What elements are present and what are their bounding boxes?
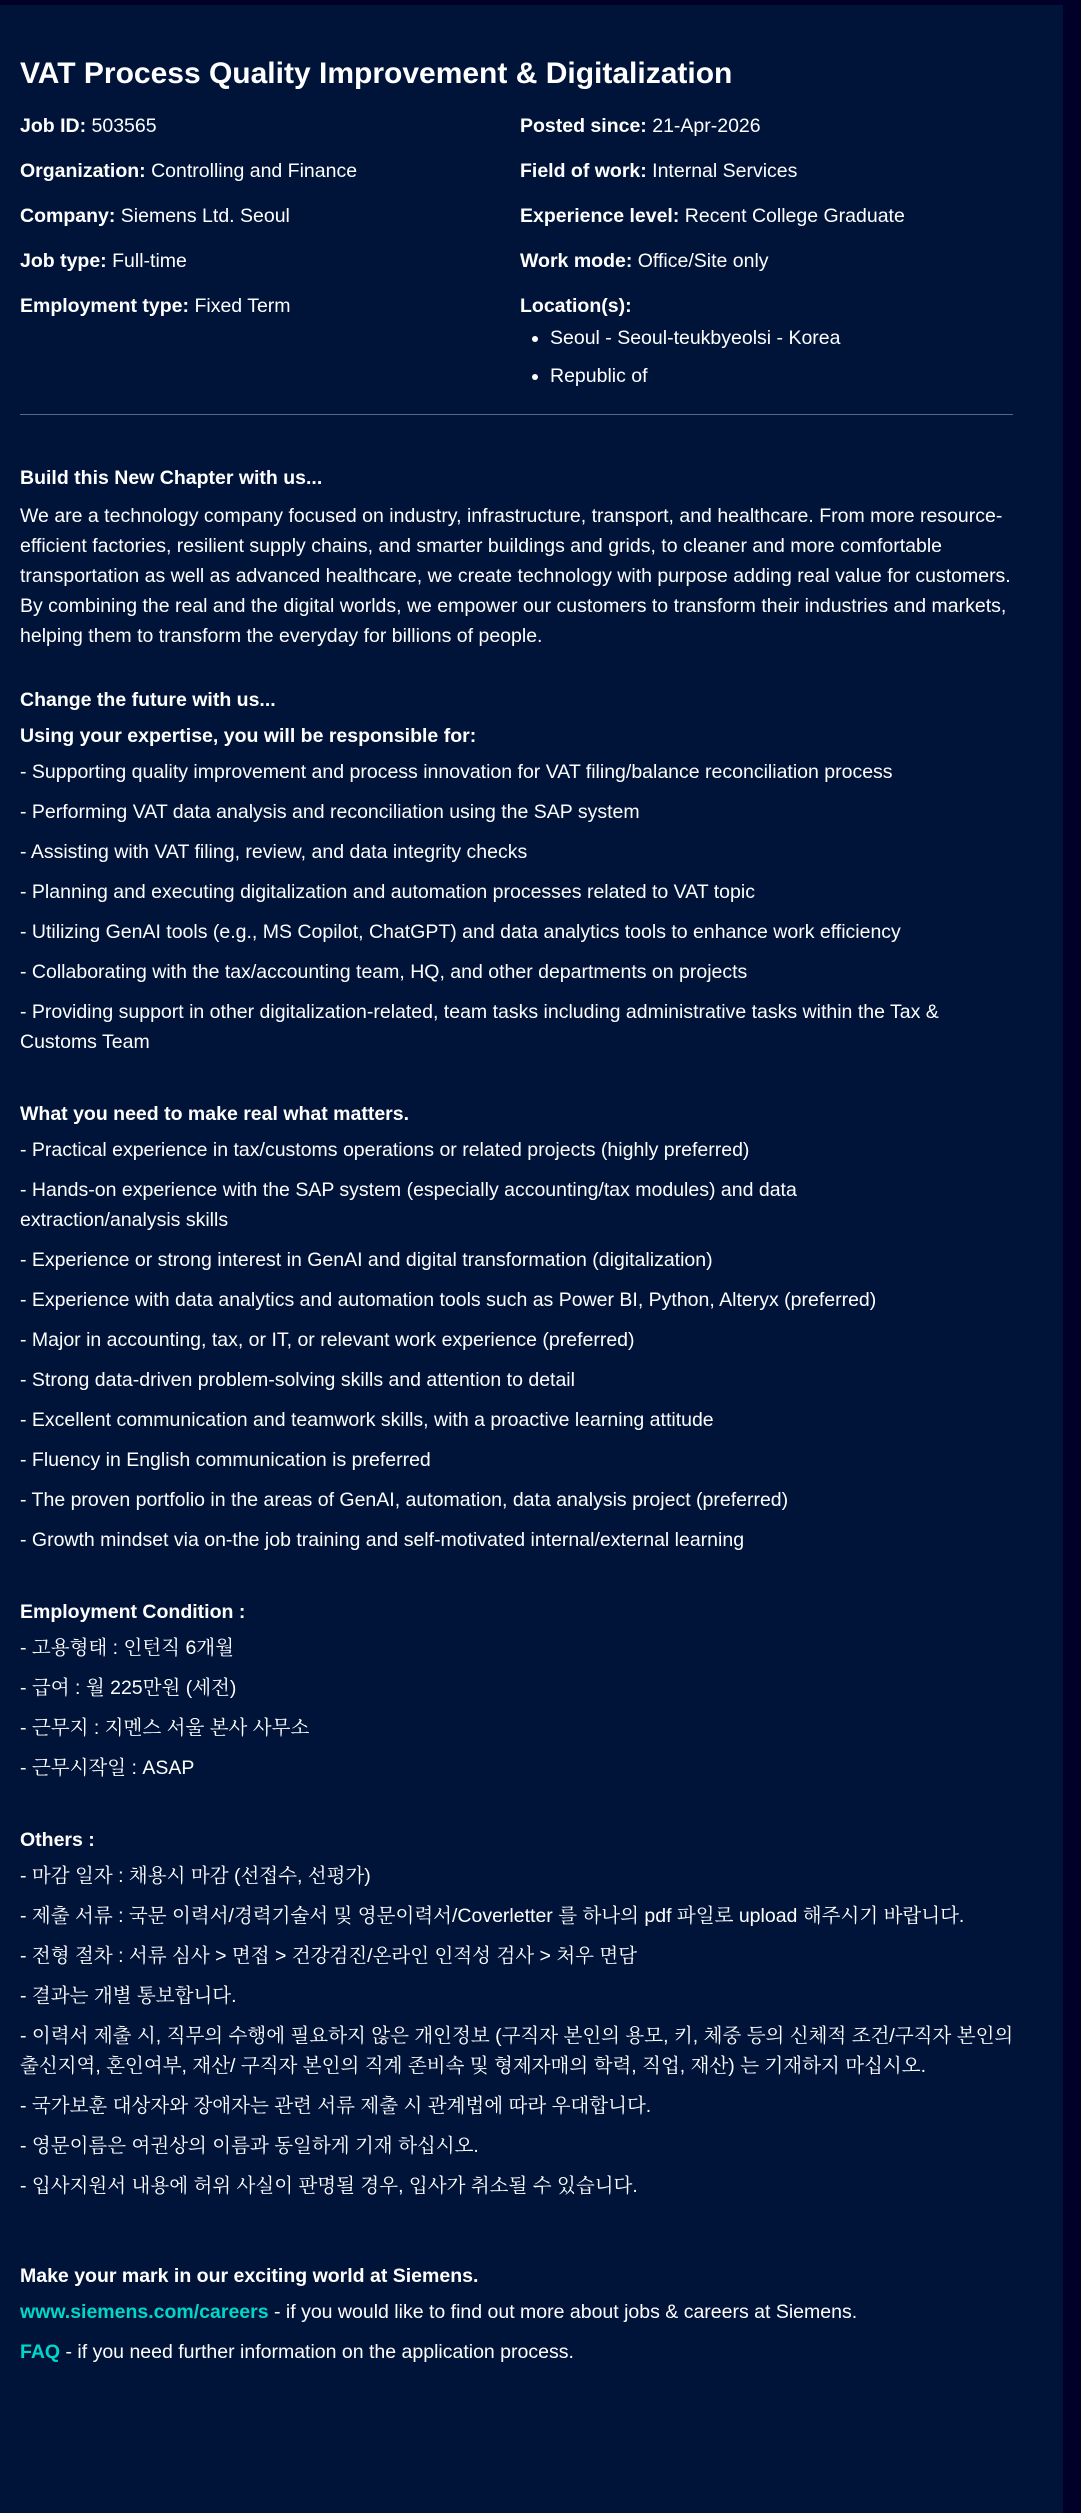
list-item: - Hands-on experience with the SAP system (especially accounting/tax modules) and data extraction/analysis skills [20, 1179, 797, 1231]
careers-line [20, 2297, 1020, 2327]
list-item: - 입사지원서 내용에 허위 사실이 판명될 경우, 입사가 취소될 수 있습니다. [20, 2175, 638, 2197]
organization-field: Organization: Controlling and Finance [20, 160, 358, 182]
list-item: - Utilizing GenAI tools (e.g., MS Copilot, ChatGPT) and data analytics tools to enhance work efficiency [20, 921, 901, 943]
job-meta [20, 114, 1020, 414]
list-item: - 근무지 : 지멘스 서울 본사 사무소 [20, 1717, 310, 1739]
list-item: - Collaborating with the tax/accounting team, HQ, and other departments on projects [20, 961, 748, 983]
company-field: Company: Siemens Ltd. Seoul [20, 205, 290, 227]
requirements-title: What you need to make real what matters. [20, 1103, 410, 1125]
careers-text: - if you would like to find out more about jobs & careers at Siemens. [268, 2301, 858, 2323]
job-type-field: Job type: Full-time [20, 250, 187, 272]
employment-type-field: Employment type: Fixed Term [20, 295, 291, 317]
employment-type-value: Fixed Term [194, 295, 291, 317]
footer-title: Make your mark in our exciting world at Siemens. [20, 2265, 479, 2287]
employment-condition-list [20, 1633, 1043, 1783]
list-item: - 마감 일자 : 채용시 마감 (선접수, 선평가) [20, 1865, 371, 1887]
location-item: • Seoul - Seoul-teukbyeolsi - Korea [550, 326, 1020, 350]
locations-label: Location(s): [520, 295, 632, 317]
experience-level-value: Recent College Graduate [684, 205, 905, 227]
intro-title: Build this New Chapter with us... [20, 467, 323, 489]
list-item: - Experience or strong interest in GenAI and digital transformation (digitalization) [20, 1249, 713, 1271]
list-item: - 근무시작일 : ASAP [20, 1757, 195, 1779]
top-border [0, 0, 1063, 5]
job-meta-left [20, 114, 520, 414]
locations-field [520, 294, 1020, 388]
work-mode-field: Work mode: Office/Site only [520, 250, 769, 272]
list-item: - Practical experience in tax/customs operations or related projects (highly preferred) [20, 1139, 750, 1161]
list-item: - Providing support in other digitalization-related, team tasks including administrative tasks within the Tax & Customs Team [20, 1001, 939, 1053]
job-meta-right [520, 114, 1020, 414]
field-of-work-value: Internal Services [652, 160, 798, 182]
company-value: Siemens Ltd. Seoul [120, 205, 290, 227]
responsibilities-subtitle: Using your expertise, you will be responsible for: [20, 725, 477, 747]
list-item: - Strong data-driven problem-solving skills and attention to detail [20, 1369, 575, 1391]
locations-list [520, 326, 1020, 388]
list-item: - 결과는 개별 통보합니다. [20, 1985, 237, 2007]
divider [20, 414, 1013, 415]
experience-level-field: Experience level: Recent College Graduate [520, 205, 905, 227]
posted-since-value: 21-Apr-2026 [652, 115, 761, 137]
requirements-list [20, 1135, 1043, 1555]
list-item: - 고용형태 : 인턴직 6개월 [20, 1637, 234, 1659]
work-mode-value: Office/Site only [637, 250, 769, 272]
list-item: - Performing VAT data analysis and reconciliation using the SAP system [20, 801, 640, 823]
job-id-value: 503565 [91, 115, 157, 137]
list-item: - 제출 서류 : 국문 이력서/경력기술서 및 영문이력서/Coverletter 를 하나의 pdf 파일로 upload 해주시기 바랍니다. [20, 1905, 965, 1927]
list-item: - 급여 : 월 225만원 (세전) [20, 1677, 237, 1699]
intro-body: We are a technology company focused on industry, infrastructure, transport, and healthcare. From more resource-efficient factories, resilient supply chains, and smarter buildings and grids, to cleaner and more comfortable transportation as well as advanced healthcare, we create technology with purpose adding real value for customers. By combining the real and the digital worlds, we empower our customers to transform their industries and markets, helping them to transform the everyday for billions of people. [20, 505, 1011, 647]
others-title: Others : [20, 1829, 95, 1851]
careers-link[interactable]: www.siemens.com/careers [20, 2301, 269, 2323]
list-item: - Excellent communication and teamwork skills, with a proactive learning attitude [20, 1409, 714, 1431]
list-item: - 전형 절차 : 서류 심사 > 면접 > 건강검진/온라인 인적성 검사 > 처우 면담 [20, 1945, 638, 1967]
list-item: - 국가보훈 대상자와 장애자는 관련 서류 제출 시 관계법에 따라 우대합니다. [20, 2095, 652, 2117]
list-item: - Assisting with VAT filing, review, and data integrity checks [20, 841, 528, 863]
scrollbar[interactable] [1063, 0, 1081, 2513]
list-item: - Major in accounting, tax, or IT, or relevant work experience (preferred) [20, 1329, 635, 1351]
field-of-work-field: Field of work: Internal Services [520, 160, 798, 182]
faq-text: - if you need further information on the application process. [60, 2341, 574, 2363]
job-id-field: Job ID: 503565 [20, 115, 157, 137]
list-item: - Experience with data analytics and automation tools such as Power BI, Python, Alteryx (preferred) [20, 1289, 877, 1311]
job-type-value: Full-time [112, 250, 187, 272]
list-item: - The proven portfolio in the areas of GenAI, automation, data analysis project (preferred) [20, 1489, 789, 1511]
faq-line [20, 2337, 1020, 2367]
posted-since-field: Posted since: 21-Apr-2026 [520, 115, 761, 137]
list-item: - Growth mindset via on-the job training and self-motivated internal/external learning [20, 1529, 745, 1551]
employment-condition-title: Employment Condition : [20, 1601, 246, 1623]
responsibilities-title: Change the future with us... [20, 689, 276, 711]
job-title: VAT Process Quality Improvement & Digitalization [20, 57, 733, 90]
list-item: - 영문이름은 여권상의 이름과 동일하게 기재 하십시오. [20, 2135, 479, 2157]
list-item: - Fluency in English communication is preferred [20, 1449, 431, 1471]
responsibilities-list [20, 757, 1043, 1057]
location-item: • Republic of [550, 364, 1020, 388]
others-list [20, 1861, 1043, 2201]
list-item: - Supporting quality improvement and process innovation for VAT filing/balance reconciliation process [20, 761, 893, 783]
list-item: - Planning and executing digitalization and automation processes related to VAT topic [20, 881, 755, 903]
list-item: - 이력서 제출 시, 직무의 수행에 필요하지 않은 개인정보 (구직자 본인의 용모, 키, 체중 등의 신체적 조건/구직자 본인의 출신지역, 혼인여부, 재산/ 구직자 본인의 직계 존비속 및 형제자매의 학력, 직업, 재산) 는 기재하지 마십시오. [20, 2025, 1014, 2077]
organization-value: Controlling and Finance [151, 160, 358, 182]
faq-link[interactable]: FAQ [20, 2341, 61, 2363]
